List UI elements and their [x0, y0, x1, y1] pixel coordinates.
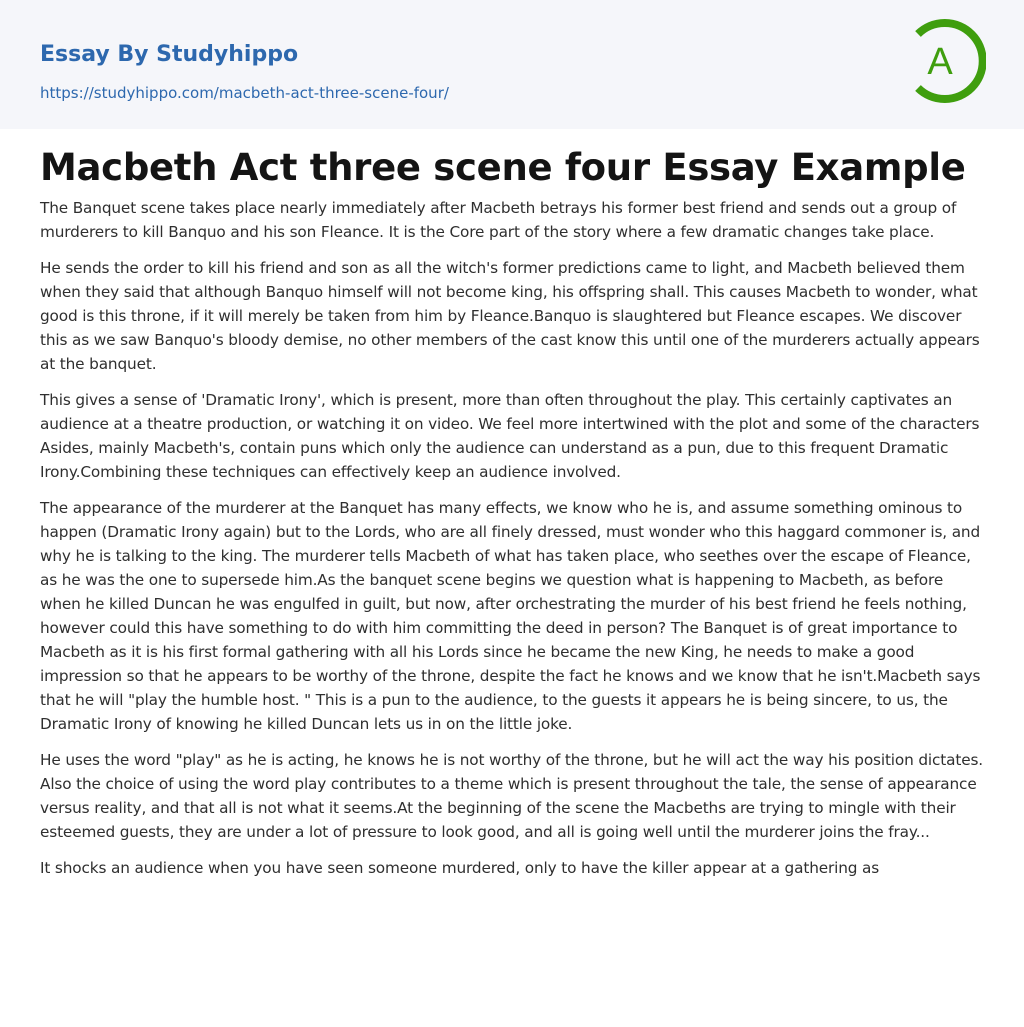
source-url-link[interactable]: https://studyhippo.com/macbeth-act-three-scene-four/ — [40, 84, 449, 102]
page-title: Macbeth Act three scene four Essay Example — [40, 146, 966, 189]
site-header — [0, 0, 1024, 129]
essay-paragraph: This gives a sense of 'Dramatic Irony', which is present, more than often throughout the play. This certainly captivates an audience at a theatre production, or watching it on video. We feel more intertwined with the plot and some of the characters Asides, mainly Macbeth's, contain puns which only the audience can understand as a pun, due to this frequent Dramatic Irony.Combining these techniques can effectively keep an audience involved. — [40, 391, 980, 481]
svg-text:A: A — [927, 41, 953, 83]
essay-body — [40, 196, 986, 892]
essay-paragraph: He uses the word "play" as he is acting, he knows he is not worthy of the throne, but he will act the way his position dictates. Also the choice of using the word play contributes to a theme which is present throughout the tale, the sense of appearance versus reality, and that all is not what it seems.At the beginning of the scene the Macbeths are trying to mingle with their esteemed guests, they are under a lot of pressure to look good, and all is going well until the murderer joins the fray... — [40, 751, 983, 841]
essay-paragraph: The appearance of the murderer at the Banquet has many effects, we know who he is, and assume something ominous to happen (Dramatic Irony again) but to the Lords, who are all finely dressed, must wonder who this haggard commoner is, and why he is talking to the king. The murderer tells Macbeth of what has taken place, who seethes over the escape of Fleance, as he was the one to supersede him.As the banquet scene begins we question what is happening to Macbeth, as before when he killed Duncan he was engulfed in guilt, but now, after orchestrating the murder of his best friend he feels nothing, however could this have something to do with him committing the deed in person? The Banquet is of great importance to Macbeth as it is his first formal gathering with all his Lords since he became the new King, he needs to make a good impression so that he appears to be worthy of the throne, despite the fact he knows and we know that he isn't.Macbeth says that he will "play the humble host. " This is a pun to the audience, to the guests it appears he is being sincere, to us, the Dramatic Irony of knowing he killed Duncan lets us in on the little joke. — [40, 499, 981, 733]
essay-paragraph: The Banquet scene takes place nearly immediately after Macbeth betrays his former best friend and sends out a group of murderers to kill Banquo and his son Fleance. It is the Core part of the story where a few dramatic changes take place. — [40, 199, 957, 241]
brand-title: Essay By Studyhippo — [40, 42, 299, 67]
studyhippo-logo-icon[interactable] — [910, 18, 986, 104]
essay-paragraph: It shocks an audience when you have seen someone murdered, only to have the killer appear at a gathering as — [40, 859, 880, 877]
essay-paragraph: He sends the order to kill his friend and son as all the witch's former predictions came to light, and Macbeth believed them when they said that although Banquo himself will not become king, his offspring shall. This causes Macbeth to wonder, what good is this throne, if it will merely be taken from him by Fleance.Banquo is slaughtered but Fleance escapes. We discover this as we saw Banquo's bloody demise, no other members of the cast know this until one of the murderers actually appears at the banquet. — [40, 259, 980, 373]
